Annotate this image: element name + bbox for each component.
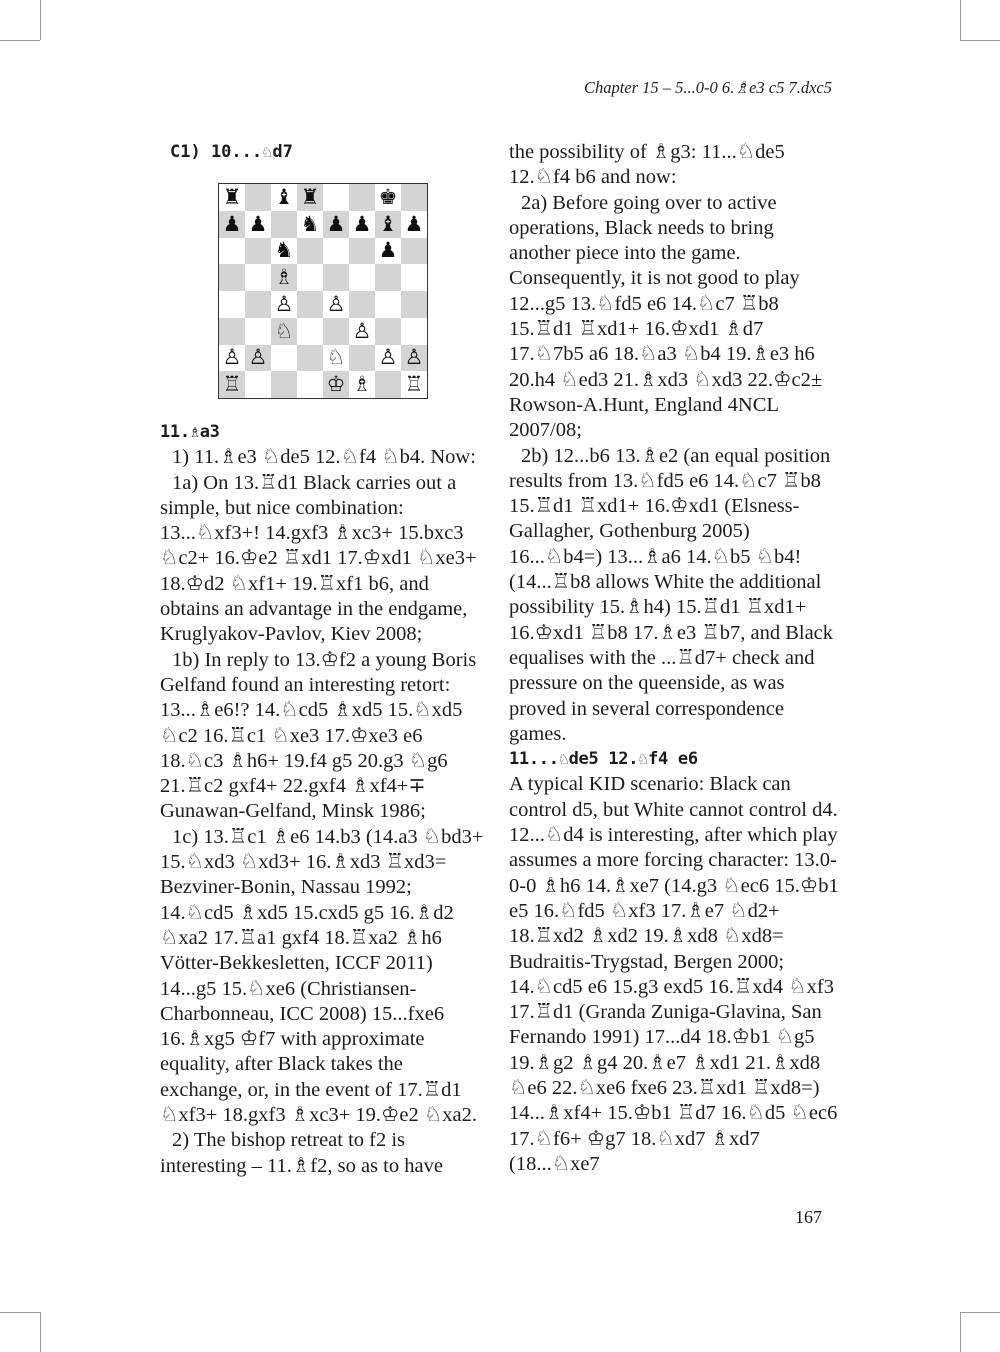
crop-mark xyxy=(960,0,961,40)
board-square: ♙ xyxy=(245,345,271,372)
paragraph: 2) The bishop retreat to f2 is interesting – 11.♗f2, so as to have xyxy=(160,1129,443,1177)
chess-diagram xyxy=(218,183,428,399)
crop-mark xyxy=(0,1312,40,1313)
board-square: ♟ xyxy=(323,211,349,238)
board-square: ♟ xyxy=(245,211,271,238)
board-square xyxy=(401,184,427,211)
board-square: ♙ xyxy=(349,318,375,345)
board-square xyxy=(245,264,271,291)
board-square xyxy=(401,238,427,265)
board-square xyxy=(375,291,401,318)
board-square xyxy=(349,264,375,291)
board-square: ♘ xyxy=(271,318,297,345)
board-square: ♟ xyxy=(375,238,401,265)
board-square: ♜ xyxy=(219,184,245,211)
board-square xyxy=(245,184,271,211)
paragraph: 1c) 13.♖c1 ♗e6 14.b3 (14.a3 ♘bd3+ 15.♘xd3 ♘xd3+ 16.♗xd3 ♖xd3= Bezviner-Bonin, Nassau 1992; 14.♘cd5 ♗xd5 15.cxd5 g5 16.♗d2 ♘xa2 17.♖a1 gxf4 18.♖xa2 ♗h6 Vötter-Bekkesletten, ICCF 2011) 14...g5 15.♘xe6 (Christiansen-Charbonneau, ICC 2008) 15...fxe6 16.♗xg5 ♔f7 with approximate equality, after Black takes the exchange, or, in the event of 17.♖d1 ♘xf3+ 18.gxf3 ♗xc3+ 19.♔e2 ♘xa2. xyxy=(160,825,484,1127)
board-square: ♙ xyxy=(323,291,349,318)
board-square xyxy=(297,318,323,345)
board-square xyxy=(297,238,323,265)
board-square: ♙ xyxy=(219,345,245,372)
board-square: ♙ xyxy=(401,345,427,372)
board-square xyxy=(271,345,297,372)
board-square: ♔ xyxy=(323,371,349,398)
chess-board xyxy=(219,184,427,398)
board-square: ♞ xyxy=(271,238,297,265)
board-square: ♟ xyxy=(349,211,375,238)
board-square: ♝ xyxy=(375,211,401,238)
board-square xyxy=(219,238,245,265)
paragraph: 1a) On 13.♖d1 Black carries out a simple, but nice combination: 13...♘xf3+! 14.gxf3 ♗xc3+ 15.bxc3 ♘c2+ 16.♔e2 ♖xd1 17.♔xd1 ♘xe3+ 18.♔d2 ♘xf1+ 19.♖xf1 b6, and obtains an advantage in the endgame, Kruglyakov-Pavlov, Kiev 2008; xyxy=(160,471,477,646)
paragraph: 12...♘d4 is interesting, after which play assumes a more forcing character: 13.0-0-0 ♗h6 14.♗xe7 (14.g3 ♘ec6 15.♔b1 e5 16.♘fd5 ♘xf3 17.♗e7 ♘d2+ 18.♖xd2 ♗xd2 19.♗xd8 ♘xd8= Budraitis-Trygstad, Bergen 2000; 14.♘cd5 e6 15.g3 exd5 16.♖xd4 ♘xf3 17.♖d1 (Granda Zuniga-Glavina, San Fernando 1991) 17...d4 18.♔b1 ♘g5 19.♗g2 ♗g4 20.♗e7 ♗xd1 21.♗xd8 ♘e6 22.♘xe6 fxe6 23.♖xd1 ♖xd8=) 14...♗xf4+ 15.♔b1 ♖d7 16.♘d5 ♘ec6 17.♘f6+ ♔g7 18.♘xd7 ♗xd7 (18...♘xe7 xyxy=(509,824,839,1175)
paragraph: 2b) 12...b6 13.♗e2 (an equal position results from 13.♘fd5 e6 14.♘c7 ♖b8 15.♖d1 ♖xd1+ 16.♔xd1 (Elsness-Gallagher, Gothenburg 2005) 16...♘b4=) 13...♗a6 14.♘b5 ♘b4! (14...♖b8 allows White the additional possibility 15.♗h4) 15.♖d1 ♖xd1+ 16.♔xd1 ♖b8 17.♗e3 ♖b7, and Black equalises with the ...♖d7+ check and pressure on the queenside, as was proved in several correspondence games. xyxy=(509,444,834,745)
page-number: 167 xyxy=(795,1207,822,1227)
board-square: ♖ xyxy=(219,371,245,398)
left-column xyxy=(160,420,490,1179)
board-square xyxy=(271,211,297,238)
board-square xyxy=(245,238,271,265)
paragraph: 2a) Before going over to active operations, Black needs to bring another piece into the game. Consequently, it is not good to play 12...g5 13.♘fd5 e6 14.♘c7 ♖b8 15.♖d1 ♖xd1+ 16.♔xd1 ♗d7 17.♘7b5 a6 18.♘a3 ♘b4 19.♗e3 h6 20.h4 ♘ed3 21.♗xd3 ♘xd3 22.♔c2± Rowson-A.Hunt, England 4NCL 2007/08; xyxy=(509,191,823,442)
board-square xyxy=(297,291,323,318)
crop-mark xyxy=(960,1312,1000,1313)
crop-mark xyxy=(0,40,40,41)
board-square xyxy=(297,264,323,291)
board-square: ♟ xyxy=(401,211,427,238)
board-square xyxy=(297,371,323,398)
board-square xyxy=(323,264,349,291)
board-square: ♞ xyxy=(297,211,323,238)
crop-mark xyxy=(960,1312,961,1352)
paragraph: 1) 11.♗e3 ♘de5 12.♘f4 ♘b4. Now: xyxy=(172,446,476,469)
board-square xyxy=(401,264,427,291)
board-square xyxy=(375,371,401,398)
crop-mark xyxy=(40,0,41,40)
board-square: ♜ xyxy=(297,184,323,211)
paragraph: the possibility of ♗g3: 11...♘de5 12.♘f4 b6 and now: xyxy=(509,141,785,189)
board-square: ♝ xyxy=(271,184,297,211)
board-square xyxy=(219,318,245,345)
board-square xyxy=(375,264,401,291)
move-heading: 11...♘de5 12.♘f4 e6 xyxy=(509,749,698,770)
board-square xyxy=(219,291,245,318)
board-square: ♗ xyxy=(349,371,375,398)
board-square xyxy=(401,318,427,345)
board-square xyxy=(245,291,271,318)
board-square xyxy=(349,238,375,265)
board-square: ♙ xyxy=(375,345,401,372)
board-square: ♘ xyxy=(323,345,349,372)
board-square xyxy=(401,291,427,318)
board-square: ♖ xyxy=(401,371,427,398)
board-square xyxy=(323,318,349,345)
paragraph: 1b) In reply to 13.♔f2 a young Boris Gelfand found an interesting retort: 13...♗e6!? 14.♘cd5 ♗xd5 15.♘xd5 ♘c2 16.♖c1 ♘xe3 17.♔xe3 e6 18.♘c3 ♗h6+ 19.f4 g5 20.g3 ♘g6 21.♖c2 gxf4+ 22.gxf4 ♗xf4+∓ Gunawan-Gelfand, Minsk 1986; xyxy=(160,648,477,823)
board-square: ♚ xyxy=(375,184,401,211)
board-square xyxy=(219,264,245,291)
board-square xyxy=(245,371,271,398)
paragraph: A typical KID scenario: Black can control d5, but White cannot control d4. xyxy=(509,773,838,821)
board-square xyxy=(271,371,297,398)
running-head: Chapter 15 – 5...0-0 6.♗e3 c5 7.dxc5 xyxy=(583,78,832,97)
board-square xyxy=(375,318,401,345)
board-square xyxy=(349,184,375,211)
board-square xyxy=(323,184,349,211)
board-square xyxy=(323,238,349,265)
diagram-title: C1) 10...♘d7 xyxy=(170,142,293,162)
board-square xyxy=(349,291,375,318)
right-column xyxy=(509,140,839,1177)
move-heading: 11.♗a3 xyxy=(160,422,220,442)
board-square: ♟ xyxy=(219,211,245,238)
board-square: ♗ xyxy=(271,264,297,291)
crop-mark xyxy=(40,1312,41,1352)
board-square xyxy=(349,345,375,372)
board-square xyxy=(297,345,323,372)
board-square: ♙ xyxy=(271,291,297,318)
crop-mark xyxy=(960,40,1000,41)
board-square xyxy=(245,318,271,345)
